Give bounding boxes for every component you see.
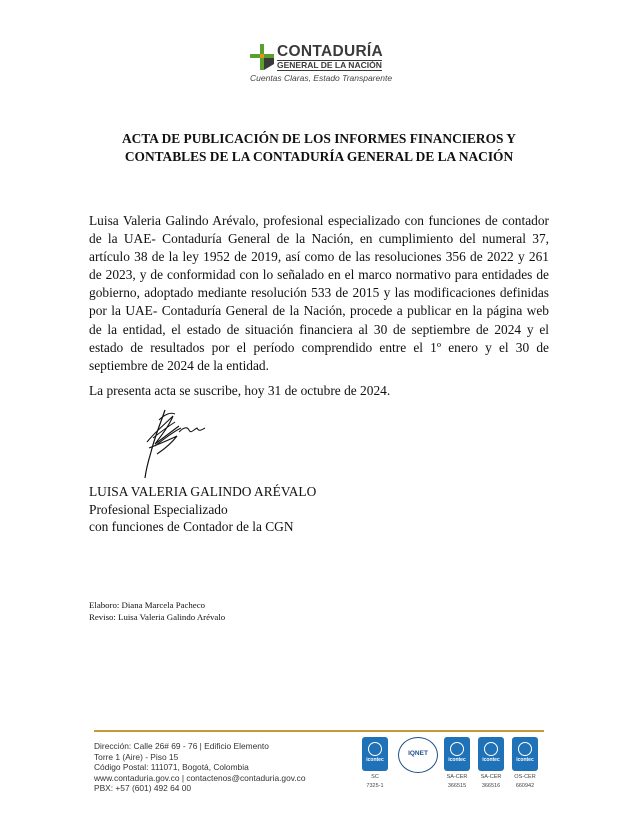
credits-block xyxy=(89,600,225,623)
logo-name: CONTADURÍA xyxy=(277,43,384,60)
signer-role: Profesional Especializado xyxy=(89,501,228,517)
footer-phone: PBX: +57 (601) 492 64 00 xyxy=(94,783,192,794)
footer-address: Dirección: Calle 26# 69 - 76 | Edificio Elemento xyxy=(94,741,269,751)
icontec-icon: icontec xyxy=(512,737,538,771)
title-line-2: CONTABLES DE LA CONTADURÍA GENERAL DE LA NACIÓN xyxy=(124,149,514,164)
handwritten-signature xyxy=(135,402,215,480)
cgn-logo-icon xyxy=(250,44,274,70)
icontec-icon: icontec xyxy=(444,737,470,771)
document-title xyxy=(80,130,558,166)
body-paragraph: Luisa Valeria Galindo Arévalo, profesional especializado con funciones de contador de la UAE- Contaduría General de la Nación, en cumplimiento del numeral 37, artículo 38 de la ley 1952 de 2019, así como de las resoluciones 356 de 2022 y 261 de 2023, y de conformidad con lo señalado en el marco normativo para entidades de gobierno, adoptado mediante resolución 533 de 2015 y las modificaciones definidas por la UAE- Contaduría General de la Nación, procede a publicar en la página web de la entidad, el estado de situación financiera al 30 de septiembre de 2024 y el estado de resultados por el período comprendido entre el 1º enero y el 30 de septiembre de 2024 de la entidad. xyxy=(89,213,549,373)
footer-web-email: www.contaduria.gov.co | contactenos@contaduria.gov.co xyxy=(94,772,306,783)
footer-contact xyxy=(94,741,305,794)
footer-address-floor: Torre 1 (Aire) - Piso 15 xyxy=(94,751,179,762)
signer-role-detail: con funciones de Contador de la CGN xyxy=(89,519,294,535)
icontec-icon: icontec xyxy=(362,737,388,771)
signer-block xyxy=(89,483,316,536)
logo-slogan: Cuentas Claras, Estado Transparente xyxy=(250,73,393,83)
logo-subtitle: GENERAL DE LA NACIÓN xyxy=(277,60,382,70)
icontec-cert-sa-2: icontec SA-CER 366516 xyxy=(476,737,506,789)
icontec-cert-sc: icontec SC 7325-1 xyxy=(360,737,390,789)
title-line-1: ACTA DE PUBLICACIÓN DE LOS INFORMES FINANCIEROS Y xyxy=(122,131,516,146)
credit-reviso: Reviso: Luisa Valeria Galindo Arévalo xyxy=(89,611,226,622)
certification-logos xyxy=(360,737,545,815)
closing-paragraph: La presenta acta se suscribe, hoy 31 de octubre de 2024. xyxy=(89,383,391,398)
footer-divider xyxy=(94,730,544,732)
iqnet-icon: IQNET xyxy=(398,737,438,773)
credit-elaboro: Elaboro: Diana Marcela Pacheco xyxy=(89,600,206,610)
cgn-logo xyxy=(250,42,420,84)
footer-postal: Código Postal: 111071, Bogotá, Colombia xyxy=(94,762,249,773)
icontec-icon: icontec xyxy=(478,737,504,771)
icontec-cert-os: icontec OS-CER 660942 xyxy=(510,737,540,789)
signer-name: LUISA VALERIA GALINDO ARÉVALO xyxy=(89,484,317,499)
icontec-cert-sa-1: icontec SA-CER 366515 xyxy=(442,737,472,789)
